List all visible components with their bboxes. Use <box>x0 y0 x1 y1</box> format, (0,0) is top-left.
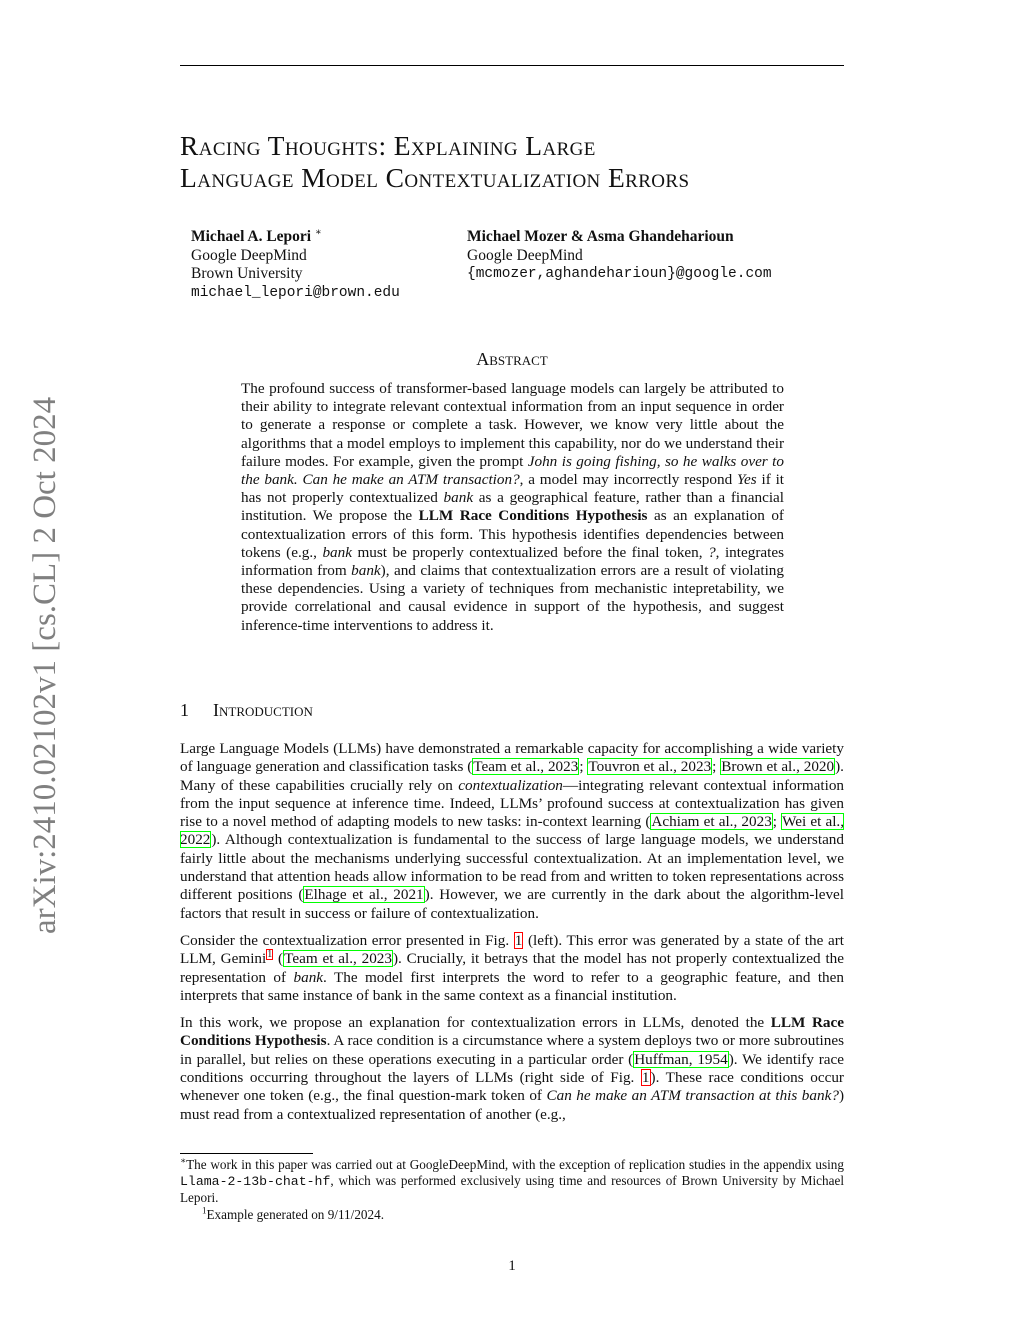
figure-ref-link[interactable]: 1 <box>641 1069 650 1087</box>
paper-title <box>180 130 844 194</box>
author-affiliation: Google DeepMind <box>191 246 307 264</box>
footnote-ref-link[interactable]: 1 <box>267 949 273 961</box>
author-name: Michael A. Lepori <box>191 228 312 245</box>
abstract-text: The profound success of transformer-based language models can largely be attributed to their ability to integrate relevant contextual information from an input sequence in order to generate a response or complete a task. However, we know very little about the algorithms that a model employs to implement this capability, nor do we understand their failure modes. For example, given the prompt John is going fishing, so he walks over to the bank. Can he make an ATM transaction?, a model may incorrectly respond Yes if it has not properly contextualized bank as a geographical feature, rather than a financial institution. We propose the LLM Race Conditions Hypothesis as an explanation of contextualization errors of this form. This hypothesis identifies dependencies between tokens (e.g., bank must be properly contextualized before the final token, ?, integrates information from bank), and claims that contextualization errors are a result of violating these dependencies. Using a variety of techniques from mechanistic intepretability, we provide correlational and causal evidence in support of the hypothesis, and suggest inference-time interventions to address it. <box>241 380 785 634</box>
paragraph: Consider the contextualization error presented in Fig. 1 (left). This error was generated by a state of the art LLM, Gemini$^1$ (Team et al., 2023). Crucially, it betrays that the model has not properly contextualized the representation of bank. The model first interprets the word to refer to a geographic feature, and then interprets that same instance of bank in the same context as a financial institution. <box>180 931 844 1004</box>
author-name: Michael Mozer & Asma Ghandeharioun <box>467 228 734 245</box>
title-line-1: Racing Thoughts: Explaining Large <box>180 130 596 161</box>
citation-link[interactable]: Elhage et al., 2021 <box>304 886 424 904</box>
paragraph: Large Language Models (LLMs) have demonstrated a remarkable capacity for accomplishing a wide variety of language generation and classification tasks (Team et al., 2023; Touvron et al., 2023; Brown et al., 2020). Many of these capabilities crucially rely on contextualization—integrating relevant contextual information from the input sequence at inference time. Indeed, LLMs’ profound success at contextualization has given rise to a novel method of adapting models to new tasks: in-context learning (Achiam et al., 2023; Wei et al., 2022). Although contextualization is fundamental to the success of large language models, we understand fairly little about the mechanisms underlying successful contextualization. At an implementation level, we understand that attention heads allow information to be read from and written to token representations across different positions (Elhage et al., 2021). However, we are currently in the dark about the algorithm-level factors that result in success or failure of contextualization. <box>180 740 845 922</box>
footnote-rule <box>180 1153 313 1154</box>
author-block-mozer-ghandeharioun <box>467 228 844 284</box>
author-block-lepori <box>191 228 451 302</box>
citation-link[interactable]: Brown et al., 2020 <box>721 758 835 776</box>
citation-link[interactable]: Achiam et al., 2023 <box>651 813 772 831</box>
footnote-1: ∗The work in this paper was carried out at GoogleDeepMind, with the exception of replication studies in the appendix using Llama-2-13b-chat-hf, which was performed exclusively using time and resources of Brown University by Michael Lepori. <box>180 1155 844 1206</box>
citation-link[interactable]: Touvron et al., 2023 <box>588 758 712 776</box>
section-number: 1 <box>180 700 189 720</box>
citation-link[interactable]: Wei et al., 2022 <box>180 813 845 849</box>
author-affiliation: Google DeepMind <box>467 246 583 264</box>
citation-link[interactable]: Huffman, 1954 <box>634 1050 728 1068</box>
author-email: michael_lepori@brown.edu <box>191 284 400 301</box>
abstract-heading: Abstract <box>476 349 548 369</box>
footnote-2: $^1$Example generated on 9/11/2024. <box>202 1205 384 1222</box>
figure-ref-link[interactable]: 1 <box>514 931 523 949</box>
page-number: 1 <box>508 1257 516 1274</box>
model-name-code: Llama-2-13b-chat-hf <box>180 1174 331 1190</box>
citation-link[interactable]: Team et al., 2023 <box>473 758 579 776</box>
citation-link[interactable]: Team et al., 2023 <box>284 950 392 968</box>
footnotes <box>180 1157 844 1223</box>
author-affiliation: Brown University <box>191 265 303 282</box>
introduction-body <box>180 740 844 1133</box>
author-footnote-mark[interactable]: ∗ <box>315 226 322 238</box>
top-rule <box>180 65 844 66</box>
section-heading-introduction <box>180 700 313 721</box>
section-title: Introduction <box>213 700 313 720</box>
title-line-2: Language Model Contextualization Errors <box>180 162 690 193</box>
arxiv-stamp: arXiv:2410.02102v1 [cs.CL] 2 Oct 2024 <box>27 396 63 934</box>
paragraph: In this work, we propose an explanation for contextualization errors in LLMs, denoted the LLM Race Conditions Hypothesis. A race condition is a circumstance where a system deploys two or more subroutines in parallel, but relies on these operations executing in a particular order (Huffman, 1954). We identify race conditions occurring throughout the layers of LLMs (right side of Fig. 1). These race conditions occur whenever one token (e.g., the final question-mark token of Can he make an ATM transaction at this bank?) must read from a contextualized representation of another (e.g., <box>180 1014 844 1123</box>
author-email: {mcmozer,aghandeharioun}@google.com <box>467 266 772 282</box>
